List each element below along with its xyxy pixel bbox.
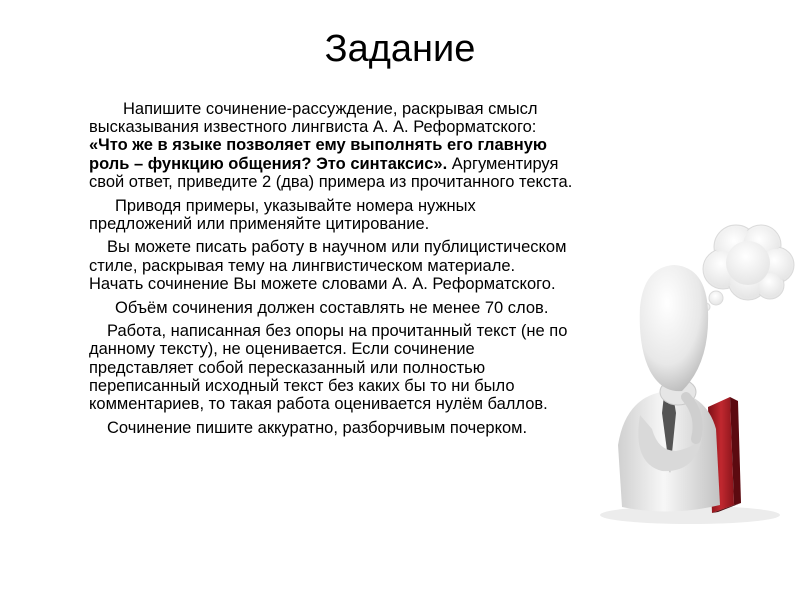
paragraph-length: Объём сочинения должен составлять не менее 70 слов.	[115, 298, 549, 317]
paragraph-grading: Работа, написанная без опоры на прочитанный текст (не по данному тексту), не оценивается. Если сочинение представляет собой пересказанный или полностью переписанный исходный текст без каких бы то ни было комментариев, то такая работа оценивается нулём баллов.	[89, 322, 568, 414]
paragraph-style: Вы можете писать работу в научном или публицистическом стиле, раскрывая тему на лингвистическом материале. Начать сочинение Вы можете словами А. А. Реформатского.	[89, 238, 567, 293]
slide-title: Задание	[324, 28, 476, 70]
paragraph-handwriting: Сочинение пишите аккуратно, разборчивым почерком.	[107, 418, 528, 437]
quote-text: «Что же в языке позволяет ему выполнять его главную роль – функцию общения? Это синтаксис».	[89, 136, 548, 173]
task-intro-text: Напишите сочинение-рассуждение, раскрывая смысл высказывания известного лингвиста А. А. Реформатского:	[89, 100, 538, 137]
task-argument-text: Аргументируя свой ответ, приведите 2 (два) примера из прочитанного текста.	[89, 154, 573, 191]
thinking-person-icon	[578, 215, 800, 525]
paragraph-task	[89, 100, 573, 191]
thought-bubble-icon	[702, 225, 794, 311]
assignment-text	[89, 100, 573, 442]
paragraph-examples: Приводя примеры, указывайте номера нужных предложений или применяйте цитирование.	[89, 196, 476, 233]
